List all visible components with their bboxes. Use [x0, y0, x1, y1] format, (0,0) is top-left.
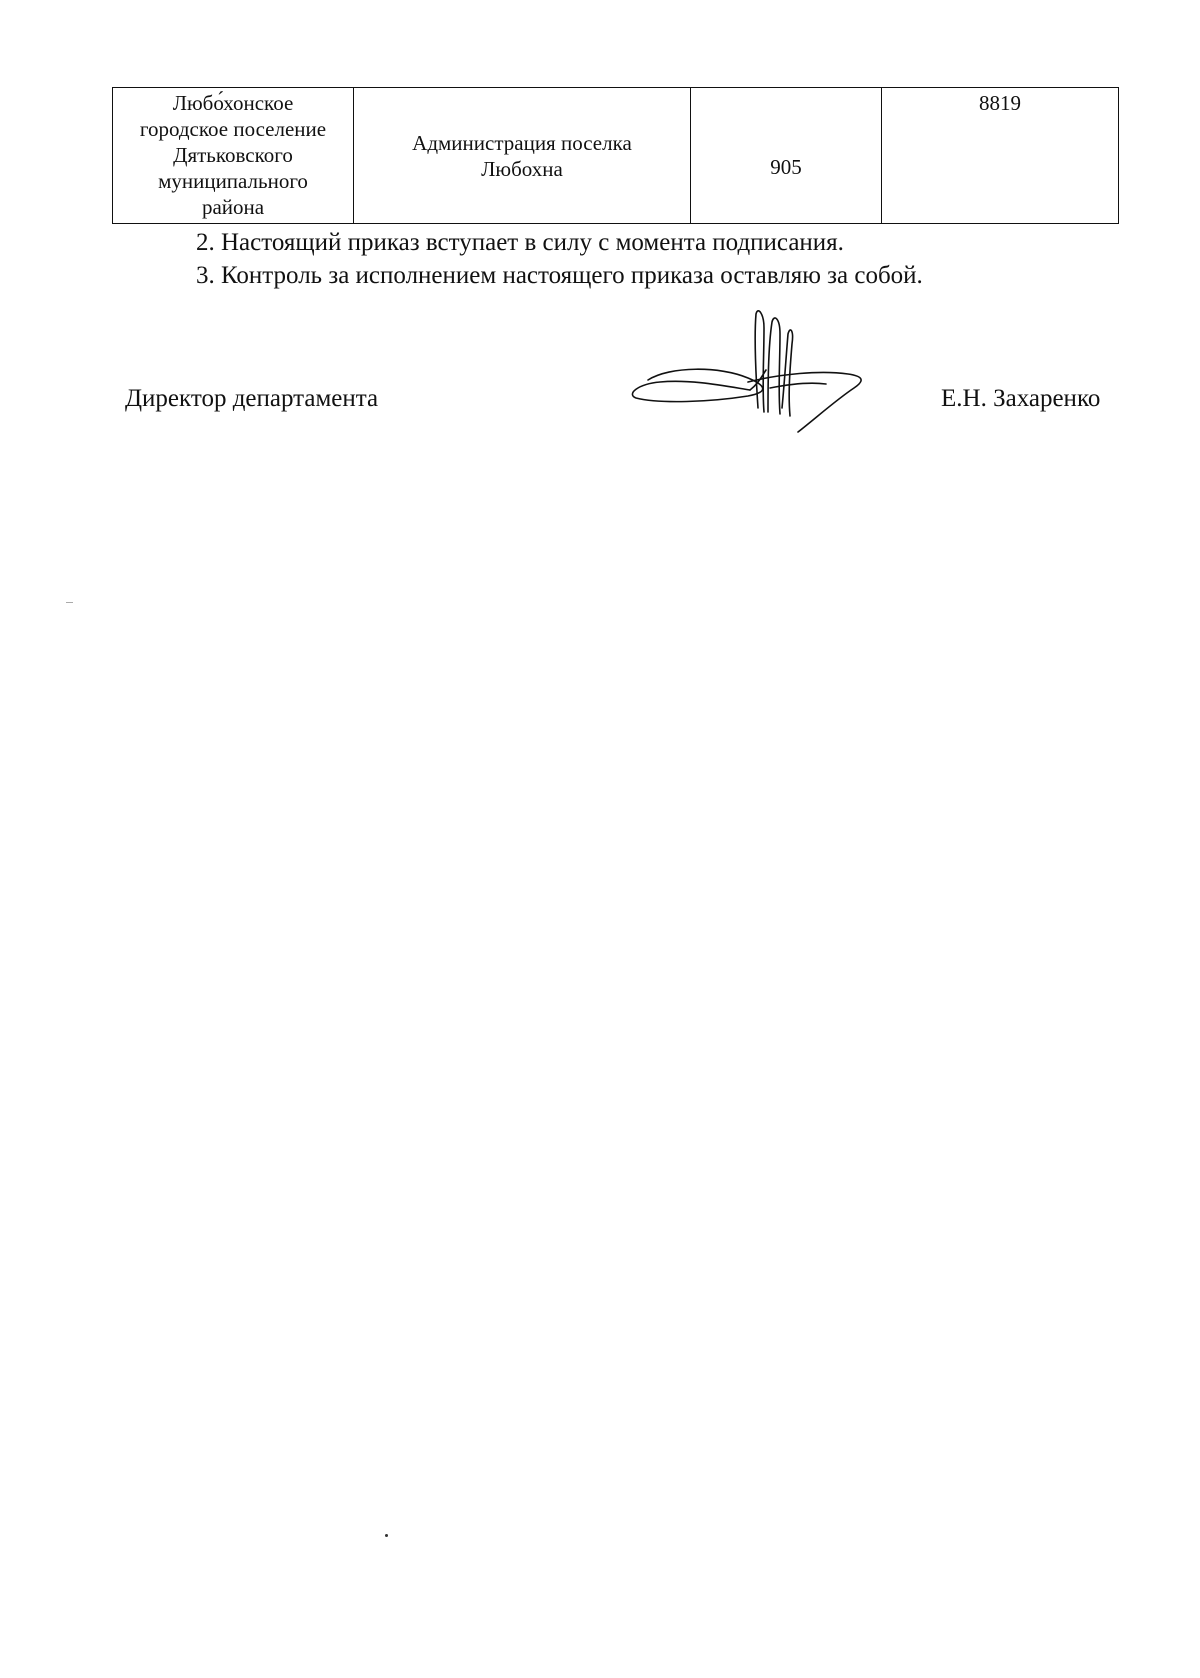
allocation-table — [112, 87, 1119, 224]
amount-cell: 8819 — [882, 88, 1119, 224]
table-row — [113, 88, 1119, 224]
scan-speck — [66, 602, 73, 603]
settlement-cell: Любо́хонское городское поселение Дятьковского муниципального района — [113, 88, 354, 224]
administration-cell: Администрация поселка Любохна — [354, 88, 691, 224]
signatory-position: Директор департамента — [125, 385, 379, 412]
code-cell: 905 — [691, 88, 882, 224]
signatory-name: Е.Н. Захаренко — [941, 385, 1101, 412]
paragraph-2: 2. Настоящий приказ вступает в силу с момента подписания. — [196, 229, 844, 256]
scan-speck — [385, 1534, 388, 1537]
paragraph-3: 3. Контроль за исполнением настоящего приказа оставляю за собой. — [196, 262, 923, 289]
handwritten-signature — [630, 308, 890, 448]
